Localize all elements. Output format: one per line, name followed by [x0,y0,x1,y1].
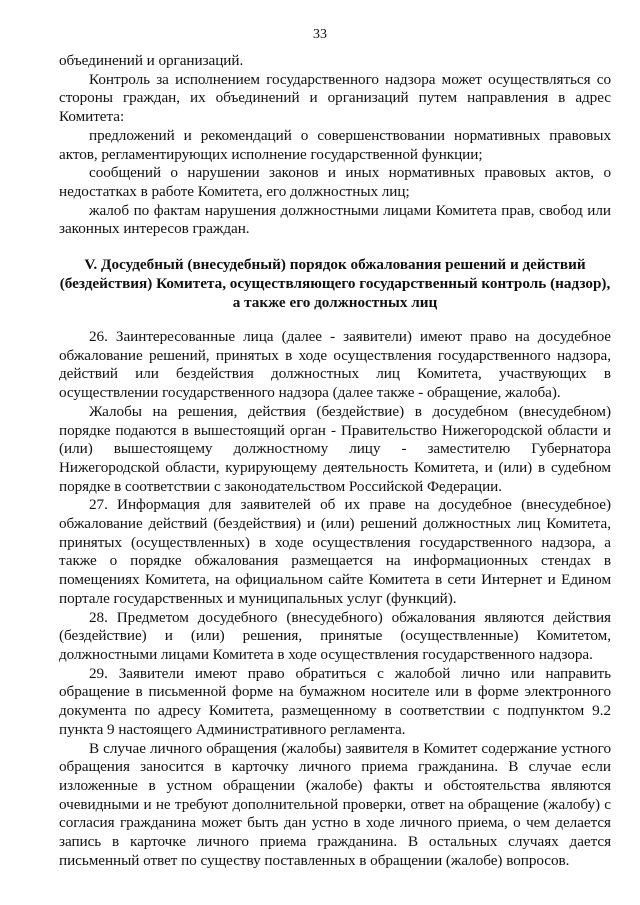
intro-paragraph-5: жалоб по фактам нарушения должностными лицами Комитета прав, свобод или законных интересов граждан. [59,201,611,238]
page-number: 33 [313,27,327,42]
section-paragraph-28: 28. Предметом досудебного (внесудебного) обжалования являются действия (бездействие) и (или) решения, принятые (осуществленные) Комитетом, должностными лицами Комитета в ходе осуществления государственного надзора. [59,608,611,663]
intro-paragraph-3: предложений и рекомендаций о совершенствовании нормативных правовых актов, регламентирующих исполнение государственной функции; [59,126,611,163]
page-content [59,52,611,870]
intro-paragraph-2: Контроль за исполнением государственного надзора может осуществляться со стороны граждан, их объединений и организаций путем направления в адрес Комитета: [59,70,611,126]
intro-paragraph-1: объединений и организаций. [59,52,244,69]
section-paragraph-27: 27. Информация для заявителей об их праве на досудебное (внесудебное) обжалование действий (бездействия) и (или) решений должностных лиц Комитета, принятых (осуществленных) в ходе осуществления государственного надзора, а также о порядке обжалования размещается на информационных стендах в помещениях Комитета, на официальном сайте Комитета в сети Интернет и Едином портале государственных и муниципальных услуг (функций). [59,496,611,607]
section-paragraph-complaints: Жалобы на решения, действия (бездействие) в досудебном (внесудебном) порядке подаются в вышестоящий орган - Правительство Нижегородской области и (или) вышестоящему должностному лицу - заместителю Губернатора Нижегородской области, курирующему деятельность Комитета, и (или) в судебном порядке в соответствии с законодательством Российской Федерации. [59,402,611,495]
section-paragraph-26: 26. Заинтересованные лица (далее - заявители) имеют право на досудебное обжалование решений, принятых в ходе осуществления государственного надзора, действий или бездействия должностных лиц Комитета, участвующих в осуществлении государственного надзора (далее также - обращение, жалоба). [59,328,611,402]
section-heading: V. Досудебный (внесудебный) порядок обжалования решений и действий (бездействия) Комитета, осуществляющего государственный контроль (надзор), а также его должностных лиц [59,256,611,312]
intro-paragraph-4: сообщений о нарушении законов и иных нормативных правовых актов, о недостатках в работе Комитета, его должностных лиц; [59,164,611,200]
section-paragraph-29: 29. Заявители имеют право обратиться с жалобой лично или направить обращение в письменной форме на бумажном носителе или в форме электронного документа по адресу Комитета, размещенному в соответствии с подпунктом 9.2 пункта 9 настоящего Административного регламента. [59,664,611,738]
section-paragraph-personal-appeal: В случае личного обращения (жалобы) заявителя в Комитет содержание устного обращения заносится в карточку личного приема гражданина. В случае если изложенные в устном обращении (жалобе) факты и обстоятельства являются очевидными и не требуют дополнительной проверки, ответ на обращение (жалобу) с согласия гражданина может быть дан устно в ходе личного приема, о чем делается запись в карточке личного приема гражданина. В остальных случаях дается письменный ответ по существу поставленных в обращении (жалобе) вопросов. [59,739,611,869]
